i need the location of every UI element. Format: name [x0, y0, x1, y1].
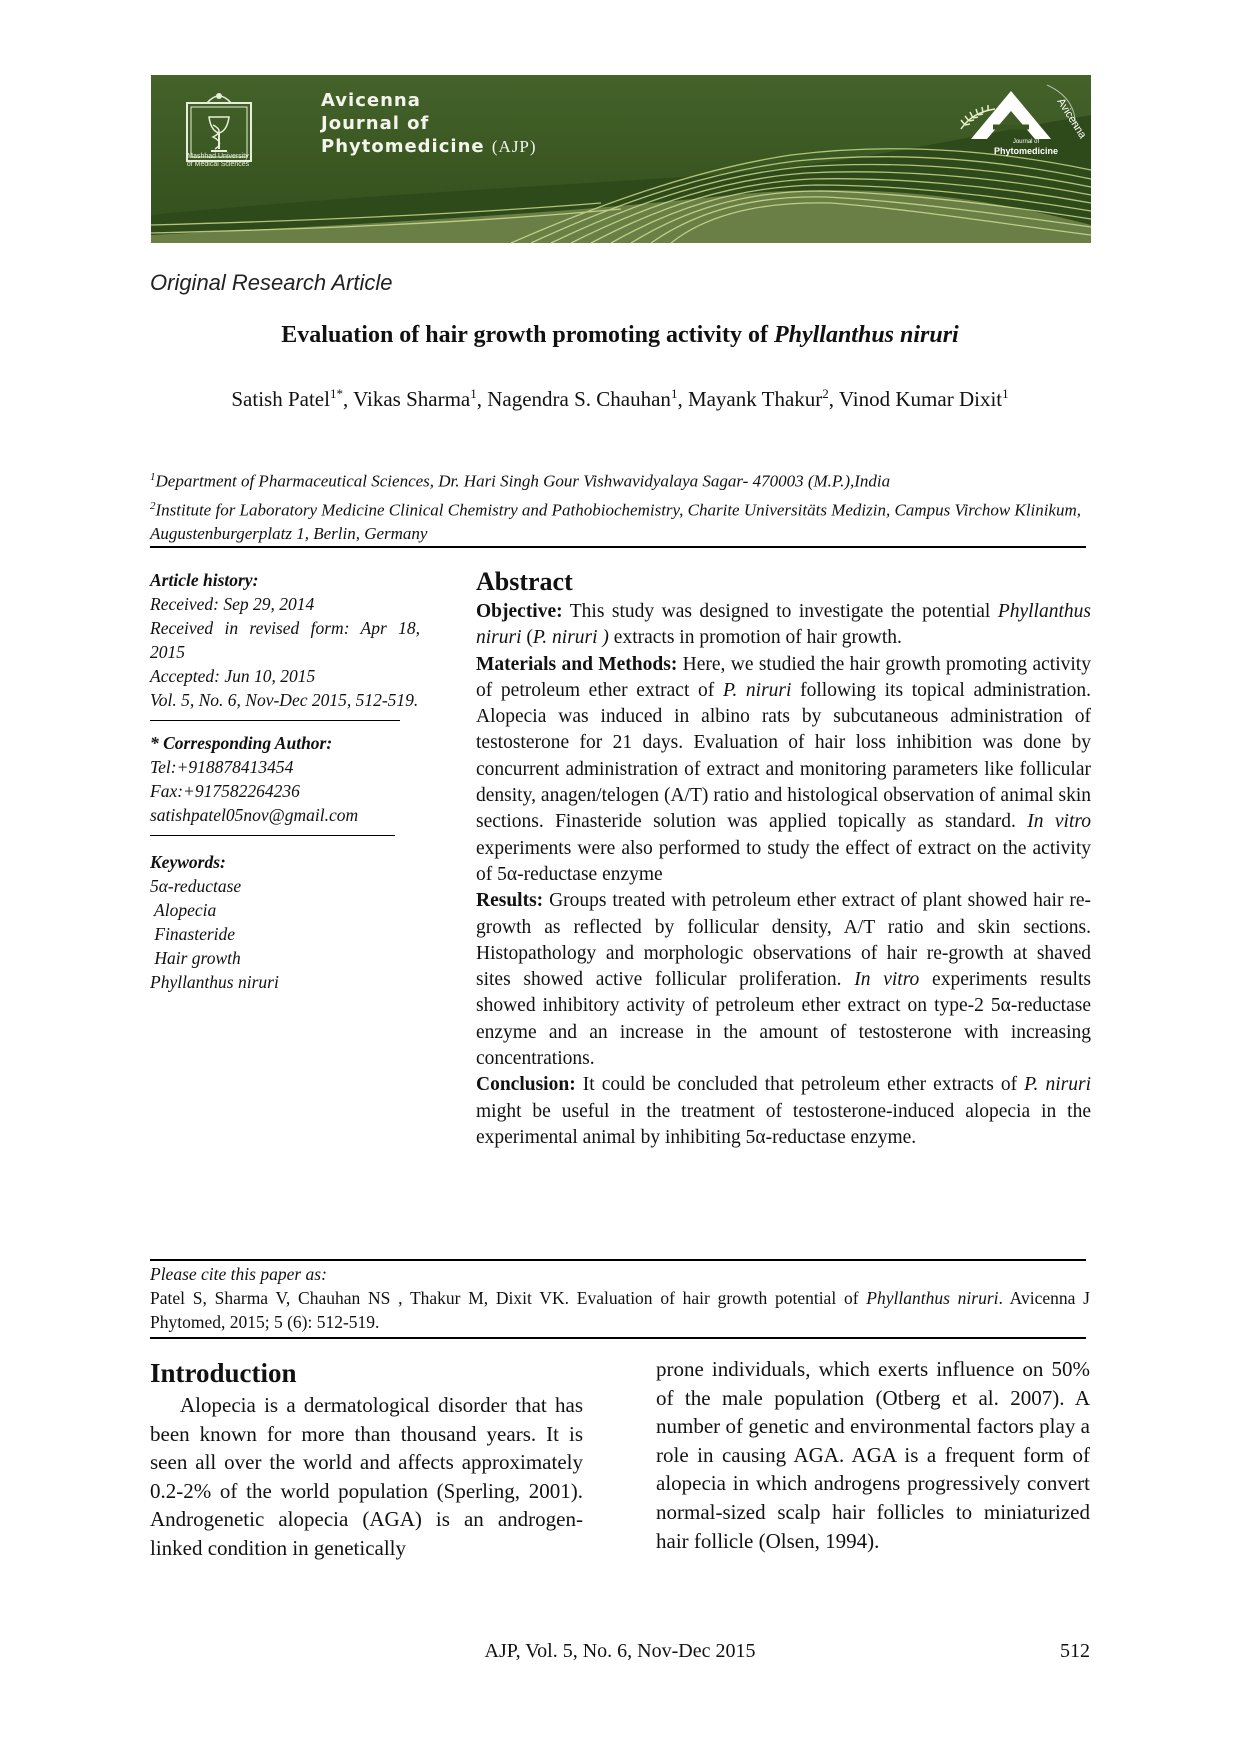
ajp-logo-caption: Journal of Phytomedicine [993, 139, 1058, 156]
paper-title: Evaluation of hair growth promoting activity of Phyllanthus niruri [281, 322, 959, 348]
introduction-right-column [656, 1355, 1090, 1555]
keyword: Alopecia [150, 900, 217, 920]
ajp-logo-icon [951, 81, 1089, 181]
author-name[interactable]: Vikas Sharma [353, 387, 471, 411]
abstract-conclusion: Conclusion: It could be concluded that petroleum ether extracts of P. niruri might be useful in the treatment of testosterone-induced alopecia in the experimental animal by inhibiting 5α-reductase enzyme. [476, 1074, 1091, 1148]
affiliation: $^2$Institute for Laboratory Medicine Clinical Chemistry and Pathobiochemistry, Charite Universitäts Medizin, Campus Virchow Klinikum, Augustenburgerplatz 1, Berlin, Germany [150, 499, 1081, 544]
journal-name-line2: Journal of [321, 113, 430, 134]
citation-box: Please cite this paper as: Patel S, Sharma V, Chauhan NS , Thakur M, Dixit VK. Evaluation of hair growth potential of Phyllanthus niruri. Avicenna J Phytomed, 2015; 5 (6): 512-519. [150, 1264, 1090, 1332]
cite-bottom-divider [150, 1337, 1086, 1339]
journal-name [321, 89, 537, 158]
citation-label: Please cite this paper as: [150, 1264, 327, 1284]
header-divider [150, 546, 1086, 548]
journal-name-line1: Avicenna [321, 90, 421, 111]
keyword: Hair growth [150, 948, 241, 968]
keyword: 5α-reductase [150, 876, 242, 896]
article-history: Article history: Received: Sep 29, 2014 Received in revised form: Apr 18, 2015 Accepted: Jun 10, 2015 Vol. 5, No. 6, Nov-Dec 2015, 512-519. [150, 570, 420, 710]
article-type: Original Research Article [150, 270, 393, 295]
article-info-sidebar [150, 568, 420, 994]
email-link[interactable]: satishpatel05nov@gmail.com [150, 805, 359, 825]
journal-name-line3: Phytomedicine (AJP) [321, 136, 537, 157]
tel-number: Tel:+918878413454 [150, 757, 294, 777]
introduction-paragraph: Alopecia is a dermatological disorder that has been known for more than thousand years. It is seen all over the world and affects approximately 0.2-2% of the world population (Sperling, 2001). Androgenetic alopecia (AGA) is an androgen-linked condition in genetically [150, 1393, 583, 1560]
affiliations [150, 465, 1090, 546]
author-name[interactable]: Mayank Thakur [687, 387, 823, 411]
corresponding-author: * Corresponding Author: Tel:+918878413454 Fax:+917582264236 satishpatel05nov@gmail.com [150, 731, 420, 827]
keyword: Finasteride [150, 924, 236, 944]
university-name: Mashhad University of Medical Sciences [186, 153, 250, 168]
author-name[interactable]: Nagendra S. Chauhan [487, 387, 671, 411]
abstract-heading: Abstract [476, 567, 573, 596]
introduction-paragraph: prone individuals, which exerts influence on 50% of the male population (Otberg et al. 2007). A number of genetic and environmental factors play a role in causing AGA. AGA is a frequent form of alopecia in which androgens progressively convert normal-sized scalp hair follicles to miniaturized hair follicle (Olsen, 1994). [656, 1357, 1090, 1553]
sidebar-divider [150, 720, 400, 721]
svg-text:Avicenna: Avicenna [1054, 96, 1089, 141]
banner-wave-graphic [151, 75, 1091, 243]
author-list: Satish Patel$^{1*}$, Vikas Sharma$^1$, Nagendra S. Chauhan$^1$, Mayank Thakur$^2$, Vinod Kumar Dixit$^1$ [231, 386, 1009, 411]
author-name[interactable]: Vinod Kumar Dixit [838, 387, 1003, 411]
abstract [476, 566, 1091, 1151]
page-number: 512 [1060, 1640, 1090, 1662]
fax-number: Fax:+917582264236 [150, 781, 300, 801]
cite-top-divider [150, 1259, 1086, 1261]
introduction-heading: Introduction [150, 1358, 297, 1388]
abstract-objective: Objective: This study was designed to investigate the potential Phyllanthus niruri (P. niruri ) extracts in promotion of hair growth. [476, 601, 1091, 649]
abstract-methods: Materials and Methods: Here, we studied the hair growth promoting activity of petroleum ether extract of P. niruri following its topical administration. Alopecia was induced in albino rats by subcutaneous administration of testosterone for 21 days. Evaluation of hair loss inhibition was done by concurrent administration of extract and monitoring parameters like follicular density, anagen/telogen (A/T) ratio and histological observation of animal skin sections. Finasteride solution was applied topically as standard. In vitro experiments were also performed to study the effect of extract on the activity of 5α-reductase enzyme [476, 653, 1091, 885]
keyword: Phyllanthus niruri [150, 972, 279, 992]
affiliation: $^1$Department of Pharmaceutical Sciences, Dr. Hari Singh Gour Vishwavidyalaya Sagar- 470003 (M.P.),India [150, 471, 891, 491]
journal-banner [151, 75, 1091, 243]
author-name[interactable]: Satish Patel [231, 387, 330, 411]
introduction-left-column [150, 1357, 583, 1563]
abstract-results: Results: Groups treated with petroleum ether extract of plant showed hair re-growth as reflected by follicular density, A/T ratio and skin sections. Histopathology and morphologic observations of hair re-growth at shaved sites showed active follicular proliferation. In vitro experiments results showed inhibitory activity of petroleum ether extract on type-2 5α-reductase enzyme and an increase in the amount of testosterone with increasing concentrations. [476, 890, 1091, 1070]
sidebar-divider [150, 835, 395, 836]
keywords: Keywords: 5α-reductase Alopecia Finasteride Hair growth Phyllanthus niruri [150, 850, 420, 994]
footer-journal-info: AJP, Vol. 5, No. 6, Nov-Dec 2015 [484, 1640, 756, 1662]
